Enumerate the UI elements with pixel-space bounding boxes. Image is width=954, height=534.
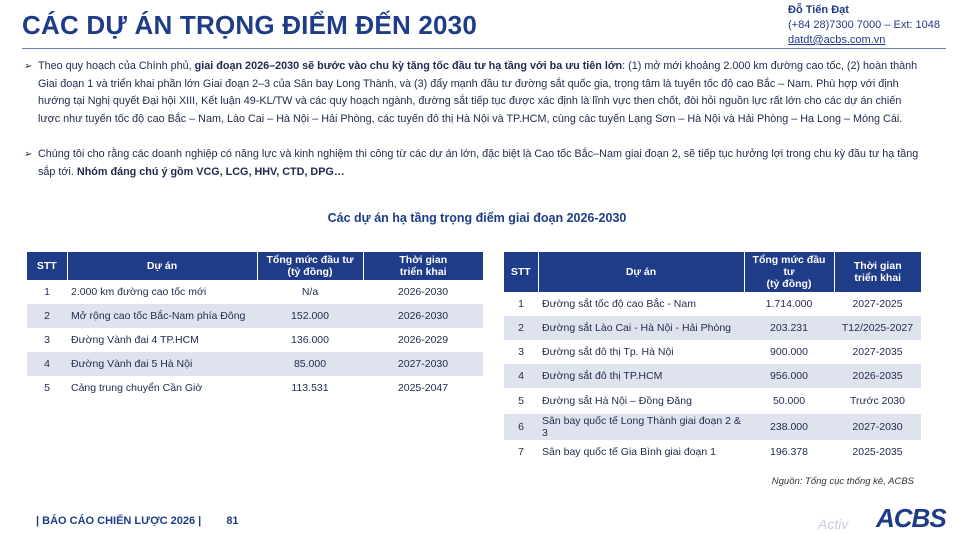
bullet-arrow-icon: ➢	[24, 61, 33, 72]
table-row	[504, 316, 921, 340]
bullet-arrow-icon: ➢	[24, 149, 33, 160]
cell-timeline: 2025-2047	[397, 382, 449, 394]
author-email-link[interactable]: datdt@acbs.com.vn	[788, 34, 886, 46]
cell-project: Đường Vành đai 4 TP.HCM	[71, 334, 199, 346]
footer-report-label: | BÁO CÁO CHIẾN LƯỢC 2026 |	[36, 515, 202, 527]
bullet-1-pre: Theo quy hoạch của Chính phủ,	[38, 60, 195, 72]
table-row	[504, 292, 921, 316]
cell-project: Sân bay quốc tế Long Thành giai đoạn 2 & 3	[538, 414, 744, 440]
table-row	[504, 364, 921, 388]
cell-investment: 238.000	[744, 414, 834, 440]
cell-project: Cảng trung chuyển Cần Giờ	[71, 382, 203, 394]
cell-investment: 50.000	[772, 395, 806, 407]
cell-timeline: Trước 2030	[850, 395, 905, 407]
cell-project: 2.000 km đường cao tốc mới	[71, 286, 207, 298]
author-contact	[788, 3, 948, 48]
projects-table-right	[504, 252, 921, 464]
cell-investment: 203.231	[744, 316, 834, 340]
cell-project: Đường sắt Hà Nội – Đồng Đăng	[542, 395, 692, 407]
cell-timeline: 2027-2035	[852, 346, 903, 358]
acbs-logo: ACBS	[876, 503, 946, 533]
cell-project: Đường sắt tốc độ cao Bắc - Nam	[542, 298, 696, 310]
table-row	[27, 280, 483, 304]
cell-stt: 5	[44, 382, 50, 394]
cell-investment: 956.000	[744, 364, 834, 388]
page-number: 81	[226, 515, 239, 527]
cell-timeline: T12/2025-2027	[834, 316, 921, 340]
cell-timeline: 2025-2035	[852, 446, 903, 458]
cell-timeline: 2026-2029	[397, 334, 449, 346]
header-timeline: Thời gian triển khai	[363, 252, 483, 280]
table-row	[504, 340, 921, 364]
header-timeline: Thời gian triển khai	[834, 252, 921, 292]
table-row	[504, 440, 921, 464]
projects-table-left	[27, 252, 483, 400]
cell-investment: 85.000	[257, 352, 363, 376]
cell-stt: 1	[44, 286, 50, 298]
cell-timeline: 2026-2030	[363, 304, 483, 328]
cell-project: Đường sắt đô thị TP.HCM	[538, 364, 744, 388]
cell-investment: 1.714.000	[765, 298, 813, 310]
footer	[36, 515, 239, 527]
cell-stt: 4	[27, 352, 67, 376]
header-project: Dự án	[538, 252, 744, 292]
cell-stt: 6	[504, 414, 538, 440]
cell-stt: 2	[27, 304, 67, 328]
table-row	[27, 376, 483, 400]
source-note: Nguồn: Tổng cục thống kê, ACBS	[771, 476, 914, 487]
table-row	[27, 328, 483, 352]
table-header-row	[504, 252, 921, 292]
cell-timeline: 2026-2035	[834, 364, 921, 388]
cell-investment: N/a	[301, 286, 319, 298]
cell-project: Đường sắt đô thị Tp. Hà Nội	[542, 346, 674, 358]
title-divider	[22, 48, 946, 49]
bullet-paragraph-1	[24, 58, 926, 128]
bullet-1-post: : (1) mở mới khoảng 2.000 km đường cao tốc, (2) hoàn thành Giai đoạn 1 và triển khai phần lớn Giai đoạn 2–3 của Sân bay Long Thành, và (3) đẩy mạnh đầu tư đường sắt quốc gia, trọng tâm là tuyến tốc độ cao Bắc – Nam. Phù hợp với định hướng tại Nghị quyết Đại hội XIII, Kết luận 49-KL/TW và các quy hoạch ngành, đường sắt tiếp tục được xác định là lĩnh vực then chốt, đòi hỏi nguồn lực rất lớn cho các dự án chiến lược như tuyến tốc độ cao Bắc – Nam, Lào Cai – Hà Nội – Hải Phòng, các tuyến đô thị Hà Nội và TP.HCM, cùng các tuyến Lạng Sơn – Hà Nội và Hải Phòng – Hạ Long – Móng Cái.	[38, 60, 918, 125]
cell-timeline: 2026-2030	[397, 286, 449, 298]
bullet-1-bold: giai đoạn 2026–2030 sẽ bước vào chu kỳ tăng tốc đầu tư hạ tầng với ba ưu tiên lớn	[194, 60, 623, 72]
cell-stt: 7	[518, 446, 524, 458]
page-title: CÁC DỰ ÁN TRỌNG ĐIỂM ĐẾN 2030	[22, 10, 477, 40]
cell-timeline: 2027-2025	[852, 298, 903, 310]
cell-stt: 2	[504, 316, 538, 340]
cell-project: Đường sắt Lào Cai - Hà Nội - Hải Phòng	[538, 316, 744, 340]
author-name: Đỗ Tiến Đạt	[788, 4, 849, 16]
header-stt: STT	[27, 252, 67, 280]
bullet-2-pre: Chúng tôi cho rằng các doanh nghiệp có năng lực và kinh nghiệm thi công từ các dự án lớn, đặc biệt là Cao tốc Bắc–Nam giai đoạn 2, sẽ tiếp tục hưởng lợi trong chu kỳ đầu tư hạ tầng sắp tới.	[38, 148, 919, 178]
cell-investment: 113.531	[291, 382, 329, 394]
cell-project: Mở rộng cao tốc Bắc-Nam phía Đông	[67, 304, 257, 328]
table-section-title: Các dự án hạ tầng trọng điểm giai đoạn 2026-2030	[327, 211, 627, 225]
table-row	[27, 352, 483, 376]
header-investment: Tổng mức đầu tư (tỷ đồng)	[744, 252, 834, 292]
author-phone: (+84 28)7300 7000 – Ext: 1048	[788, 19, 940, 31]
cell-timeline: 2027-2030	[834, 414, 921, 440]
cell-stt: 4	[504, 364, 538, 388]
cell-investment: 900.000	[770, 346, 808, 358]
cell-stt: 5	[518, 395, 524, 407]
bullet-paragraph-2	[24, 146, 926, 181]
table-row	[504, 414, 921, 440]
cell-investment: 196.378	[770, 446, 808, 458]
table-header-row	[27, 252, 483, 280]
activation-watermark: Activ	[818, 516, 849, 532]
cell-project: Đường Vành đai 5 Hà Nội	[67, 352, 257, 376]
cell-investment: 152.000	[257, 304, 363, 328]
table-row	[504, 388, 921, 414]
header-project: Dự án	[67, 252, 257, 280]
bullet-2-bold: Nhóm đáng chú ý gồm VCG, LCG, HHV, CTD, DPG…	[76, 165, 345, 178]
cell-investment: 136.000	[291, 334, 329, 346]
cell-project: Sân bay quốc tế Gia Bình giai đoạn 1	[542, 446, 716, 458]
table-row	[27, 304, 483, 328]
cell-stt: 1	[518, 298, 524, 310]
cell-stt: 3	[518, 346, 524, 358]
cell-stt: 3	[44, 334, 50, 346]
header-investment: Tổng mức đầu tư (tỷ đồng)	[257, 252, 363, 280]
header-stt: STT	[504, 252, 538, 292]
cell-timeline: 2027-2030	[363, 352, 483, 376]
